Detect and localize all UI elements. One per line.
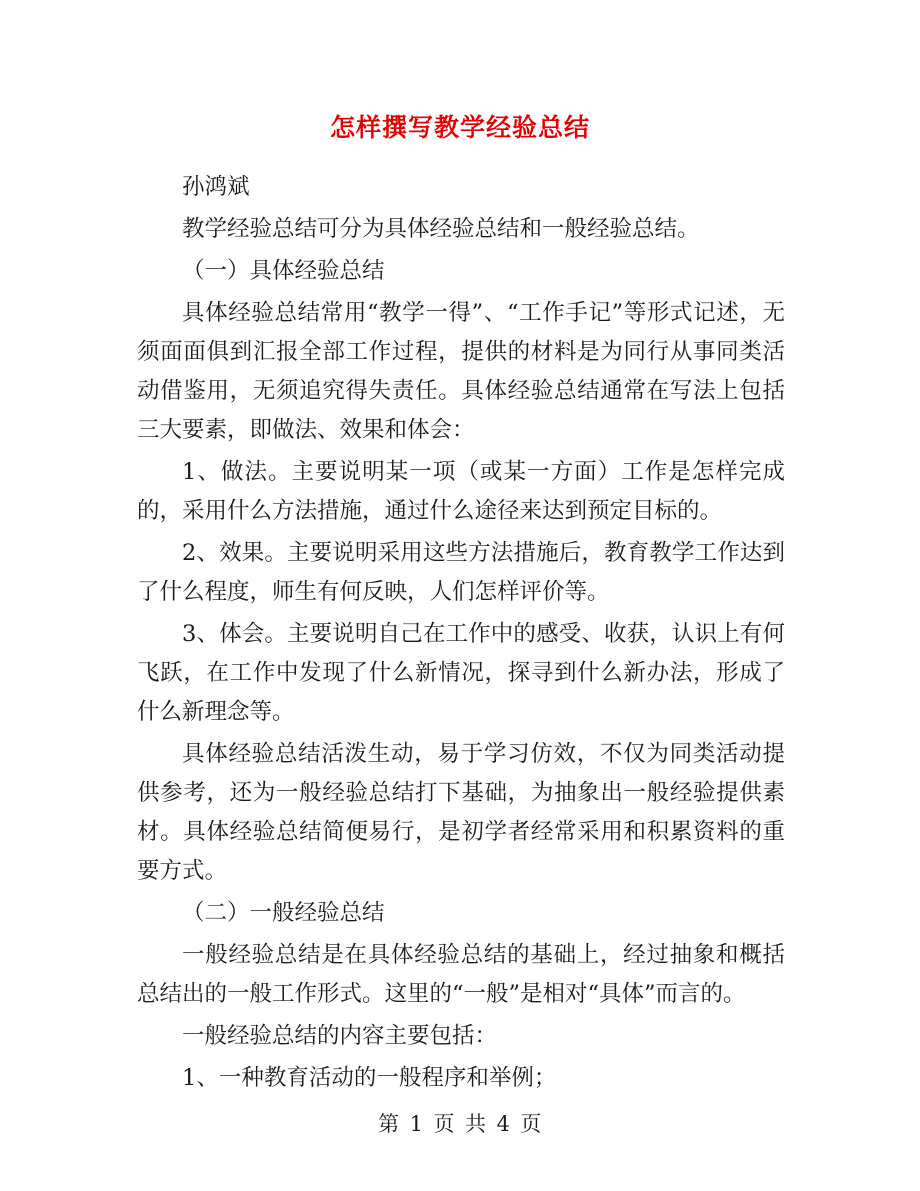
paragraph-specific-summary: 具体经验总结常用“教学一得”、“工作手记”等形式记述，无须面面俱到汇报全部工作过程，提供的材料是为同行从事同类活动借鉴用，无须追究得失责任。具体经验总结通常在写法上包括三大要素，即做法、效果和体会： [137, 300, 785, 443]
footer-page-mid: 页 [433, 1112, 455, 1136]
footer-page-suffix: 页 [520, 1112, 542, 1136]
section-heading-specific: （一）具体经验总结 [182, 258, 385, 284]
footer-total-label: 共 [465, 1112, 487, 1136]
list-item-general-procedure: 1、一种教育活动的一般程序和举例； [182, 1065, 557, 1091]
footer-page-number: 1 [409, 1112, 424, 1136]
footer-page-prefix: 第 [378, 1112, 400, 1136]
author-line: 孙鸿斌 [182, 174, 250, 200]
paragraph-general-contents: 一般经验总结的内容主要包括： [182, 1023, 498, 1049]
list-item-method: 1、做法。主要说明某一项（或某一方面）工作是怎样完成的，采用什么方法措施，通过什么途径来达到预定目标的。 [137, 459, 785, 524]
document-body [137, 168, 785, 1098]
footer-total-pages: 4 [496, 1112, 511, 1136]
intro-paragraph: 教学经验总结可分为具体经验总结和一般经验总结。 [182, 216, 700, 242]
list-item-experience: 3、体会。主要说明自己在工作中的感受、收获，认识上有何飞跃，在工作中发现了什么新情况，探寻到什么新办法，形成了什么新理念等。 [137, 621, 785, 725]
paragraph-specific-benefits: 具体经验总结活泼生动，易于学习仿效，不仅为同类活动提供参考，还为一般经验总结打下基础，为抽象出一般经验提供素材。具体经验总结简便易行，是初学者经常采用和积累资料的重要方式。 [137, 741, 785, 884]
paragraph-general-definition: 一般经验总结是在具体经验总结的基础上，经过抽象和概括总结出的一般工作形式。这里的“一般”是相对“具体”而言的。 [137, 942, 785, 1007]
section-heading-general: （二）一般经验总结 [182, 900, 385, 926]
document-title: 怎样撰写教学经验总结 [329, 113, 590, 142]
page-footer [0, 1108, 920, 1138]
list-item-effect: 2、效果。主要说明采用这些方法措施后，教育教学工作达到了什么程度，师生有何反映，人们怎样评价等。 [137, 540, 785, 605]
